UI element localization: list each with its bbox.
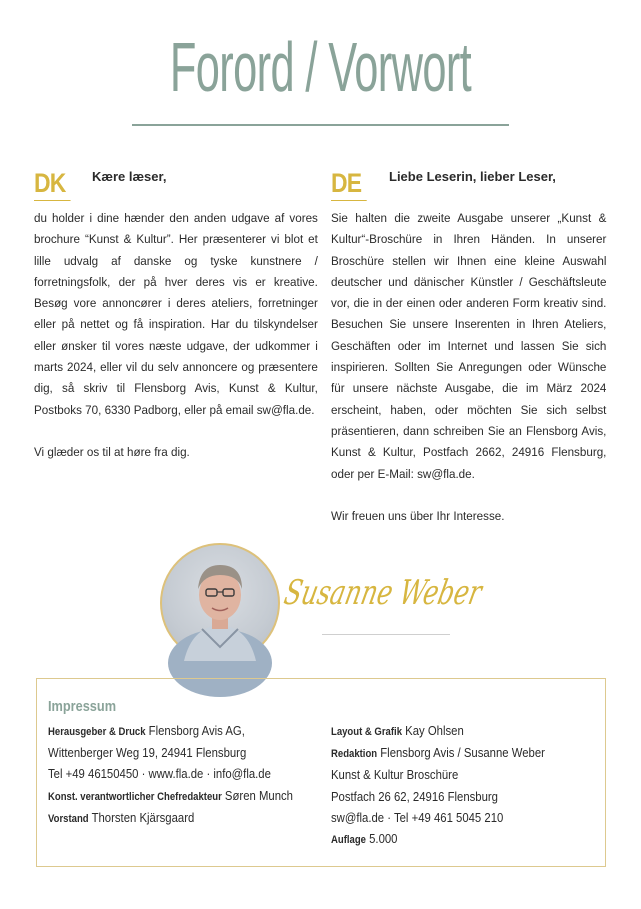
auflage-value: 5.000 xyxy=(369,832,398,847)
author-portrait xyxy=(160,543,280,663)
auflage-label: Auflage xyxy=(331,834,366,847)
publisher-line xyxy=(48,721,293,743)
publisher-label: Herausgeber & Druck xyxy=(48,726,146,738)
layout-value: Kay Ohlsen xyxy=(405,724,464,738)
portrait-illustration xyxy=(162,545,278,661)
redaktion-address: Postfach 26 62, 24916 Flensburg xyxy=(331,789,498,804)
redaktion-label: Redaktion xyxy=(331,748,378,761)
publisher-value: Flensborg Avis AG, xyxy=(148,724,245,738)
editor-label: Konst. verantwortlicher Chefredakteur xyxy=(48,790,222,803)
publisher-address: Wittenberger Weg 19, 24941 Flensburg xyxy=(48,746,247,761)
redaktion-contact: sw@fla.de · Tel +49 461 5045 210 xyxy=(331,810,504,825)
de-greeting: Liebe Leserin, lieber Leser, xyxy=(389,169,556,184)
redaktion-value: Flensborg Avis / Susanne Weber xyxy=(380,746,545,761)
impressum-right-column xyxy=(331,721,545,851)
editor-value: Søren Munch xyxy=(224,788,293,803)
de-paragraph-2: Wir freuen uns über Ihr Interesse. xyxy=(331,509,505,524)
impressum-title: Impressum xyxy=(48,698,117,715)
auflage-line xyxy=(331,829,545,851)
de-body xyxy=(331,208,606,527)
board-line xyxy=(48,808,293,830)
redaktion-line xyxy=(331,743,545,765)
signature-graphic xyxy=(280,560,558,620)
title-underline xyxy=(132,124,509,126)
layout-line xyxy=(331,721,545,743)
signature-line xyxy=(322,634,450,635)
dk-paragraph-1: du holder i dine hænder den anden udgave af vores brochure “Kunst & Kultur”. Her præsenterer vi blot et lille udvalg af danske og tyske kunstnere / forretningsfolk, der på hver deres vis er kreative. Besøg vore annoncører i deres ateliers, forretninger eller på nettet og få inspiration. Har du tilskyndelser eller ønsker til vores næste udgave, der udkommer i marts 2024, eller vil du selv annoncere og præsentere dig, så skriv til Flensborg Avis, Kunst & Kultur, Postboks 70, 6330 Padborg, eller på email sw@fla.de. xyxy=(34,211,318,417)
dk-greeting: Kære læser, xyxy=(92,169,167,184)
page-title: Forord / Vorwort xyxy=(169,28,472,106)
layout-label: Layout & Grafik xyxy=(331,726,403,738)
impressum-left-column xyxy=(48,721,293,830)
de-language-badge: DE xyxy=(331,168,362,198)
de-paragraph-1: Sie halten die zweite Ausgabe unserer „Kunst & Kultur“-Broschüre in Ihren Händen. In unserer Broschüre stellen wir Ihnen eine kleine Auswahl deutscher und dänischer Künstler / Geschäftsleute vor, die in der einen oder anderen Form kreativ sind. Besuchen Sie unsere Inserenten in Ihren Ateliers, Geschäften oder im Internet und lassen Sie sich inspirieren. Sollten Sie Anregungen oder Wünsche für unsere nächste Ausgabe, die im März 2024 erscheint, haben, oder möchten Sie sich selbst präsentieren, dann schreiben Sie an Flensborg Avis, Kunst & Kultur, Postfach 2662, 24916 Flensburg, oder per E-Mail: sw@fla.de. xyxy=(331,211,607,481)
signature-text: Susanne Weber xyxy=(280,573,558,613)
dk-body xyxy=(34,208,318,464)
redaktion-brochure: Kunst & Kultur Broschüre xyxy=(331,768,459,783)
board-label: Vorstand xyxy=(48,812,89,825)
publisher-contact: Tel +49 46150450 · www.fla.de · info@fla.de xyxy=(48,767,271,782)
editor-line xyxy=(48,786,293,808)
board-value: Thorsten Kjärsgaard xyxy=(91,810,195,825)
dk-language-badge: DK xyxy=(34,168,66,198)
dk-paragraph-2: Vi glæder os til at høre fra dig. xyxy=(34,445,190,460)
